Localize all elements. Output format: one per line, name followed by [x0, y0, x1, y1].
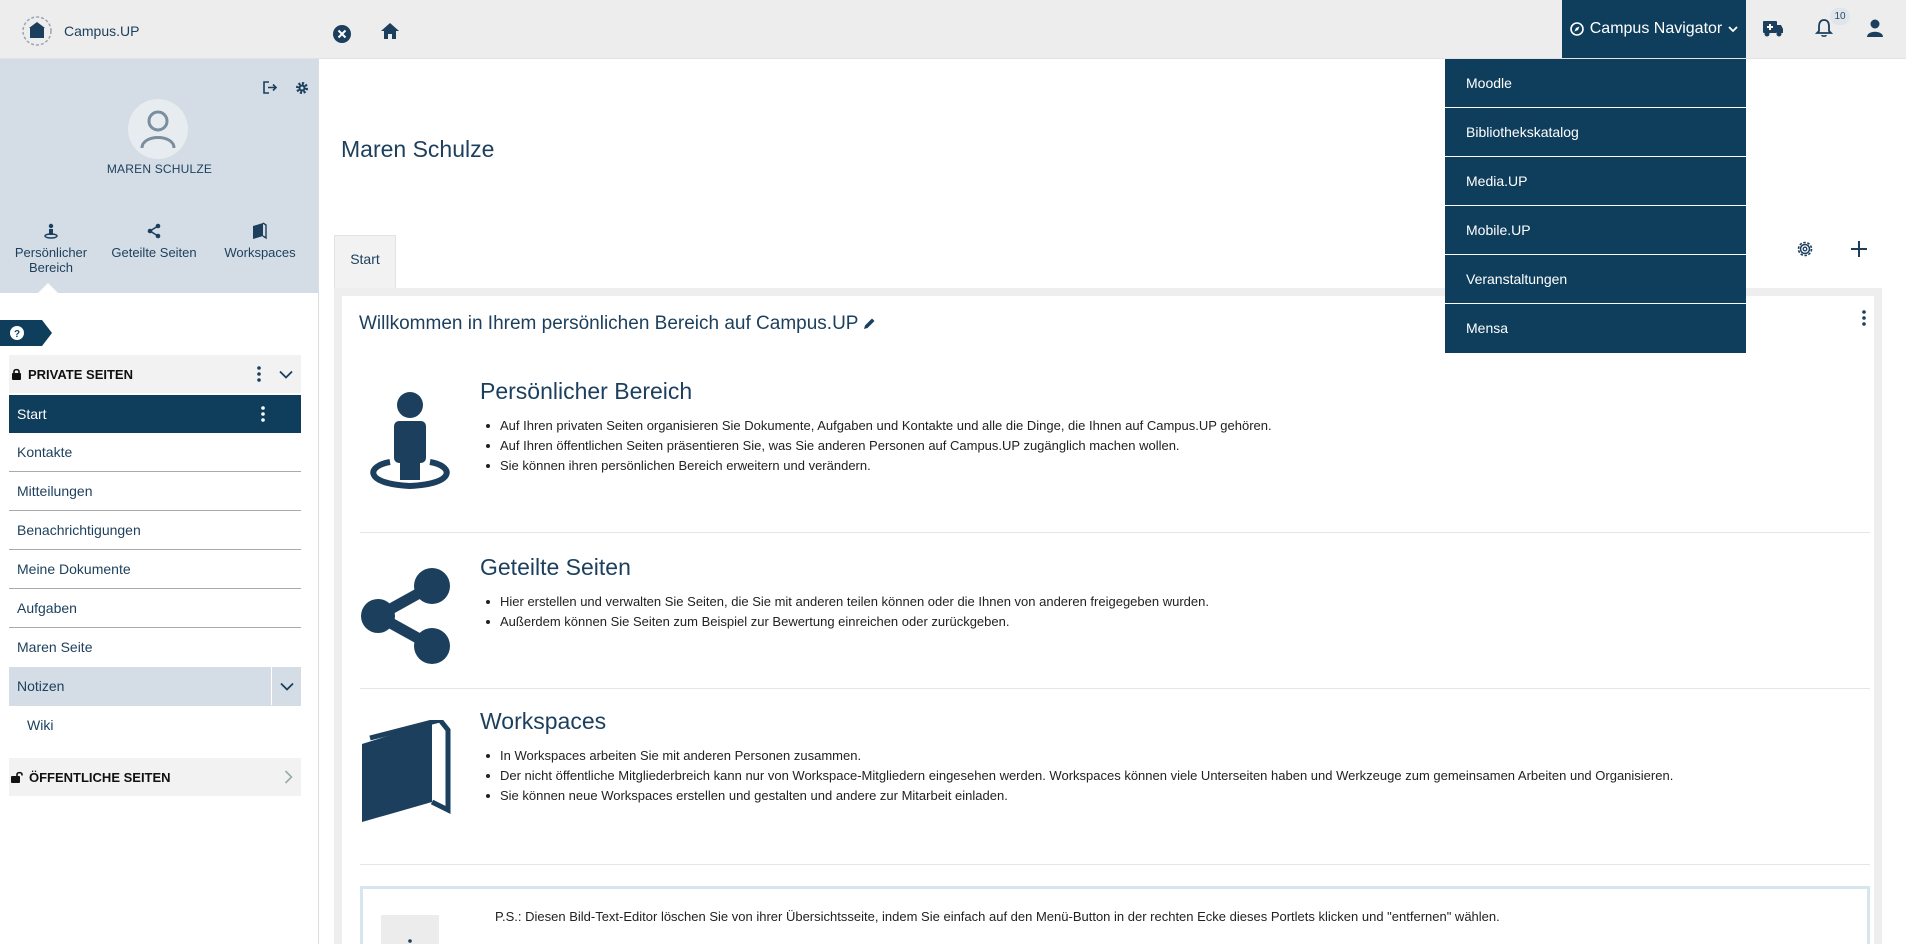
- gear-icon: [295, 81, 309, 95]
- page-title: Maren Schulze: [341, 136, 495, 162]
- profile-panel: [0, 59, 318, 293]
- section-heading: Persönlicher Bereich: [480, 378, 693, 404]
- bullet-item: Auf Ihren privaten Seiten organisieren Sie Dokumente, Aufgaben und Kontakte und alle die Dinge, die Ihnen auf Campus.UP gehören.: [480, 416, 1272, 436]
- sidebar-item-notizen[interactable]: [9, 667, 301, 706]
- sidebar-item-label: Start: [17, 406, 47, 422]
- campus-navigator-menu: [1445, 59, 1746, 353]
- divider: [360, 864, 1870, 865]
- campus-navigator-label: Campus Navigator: [1589, 20, 1723, 37]
- bullet-item: Außerdem können Sie Seiten zum Beispiel zur Bewertung einreichen oder zurückgeben.: [480, 612, 1209, 632]
- profile-settings-button[interactable]: [295, 81, 309, 95]
- gear-icon: [1796, 240, 1814, 258]
- sidebar-item-label: Maren Seite: [17, 639, 93, 655]
- campus-navigator-button[interactable]: [1562, 0, 1746, 58]
- editor-menu-button[interactable]: [381, 915, 439, 944]
- portlet-title-text: Willkommen in Ihrem persönlichen Bereich auf Campus.UP: [359, 313, 859, 334]
- add-tab-button[interactable]: [1850, 240, 1868, 258]
- divider: [360, 532, 1870, 533]
- public-pages-label: ÖFFENTLICHE SEITEN: [29, 769, 171, 785]
- expand-toggle[interactable]: [271, 667, 301, 705]
- section-geteilte-seiten: [360, 554, 1870, 654]
- tab-persoenlicher-bereich[interactable]: [8, 221, 94, 275]
- menu-item-moodle[interactable]: Moodle: [1445, 59, 1746, 108]
- sidebar-item-label: Aufgaben: [17, 600, 77, 616]
- private-pages-header[interactable]: [9, 355, 301, 393]
- section-heading: Workspaces: [480, 708, 607, 734]
- user-menu-button[interactable]: [1866, 18, 1884, 38]
- help-button[interactable]: [0, 320, 52, 346]
- lock-icon: [11, 368, 22, 380]
- sidebar-item-label: Mitteilungen: [17, 483, 93, 499]
- sidebar-item-mitteilungen[interactable]: [9, 472, 301, 511]
- tab-start[interactable]: Start: [334, 235, 396, 289]
- bullet-item: Sie können ihren persönlichen Bereich erweitern und verändern.: [480, 456, 1272, 476]
- campus-logo-icon: [20, 14, 54, 48]
- logout-icon: [263, 81, 278, 94]
- share-icon: [147, 223, 161, 239]
- ps-text: P.S.: Diesen Bild-Text-Editor löschen Sie von ihrer Übersichtsseite, indem Sie einfach auf den Menü-Button in der rechten Ecke dieses Portlets klicken und "entfernen" wählen.: [495, 909, 1500, 924]
- logo[interactable]: [20, 14, 139, 48]
- user-outline-icon: [138, 108, 178, 150]
- kebab-menu-icon[interactable]: [261, 406, 265, 422]
- tab-geteilte-seiten-label: Geteilte Seiten: [111, 245, 197, 260]
- plus-icon: [1850, 240, 1868, 258]
- top-bar: [0, 0, 1906, 59]
- logo-text: Campus.UP: [64, 23, 140, 39]
- public-pages-header[interactable]: [9, 758, 301, 796]
- sidebar-item-aufgaben[interactable]: [9, 589, 301, 628]
- kebab-menu-icon: [1862, 310, 1866, 326]
- sidebar-item-label: Meine Dokumente: [17, 561, 131, 577]
- menu-item-mensa[interactable]: Mensa: [1466, 320, 1509, 336]
- kebab-menu-icon[interactable]: [257, 366, 261, 382]
- sidebar-item-meine-dokumente[interactable]: [9, 550, 301, 589]
- section-heading: Geteilte Seiten: [480, 554, 631, 580]
- sidebar-item-label: Notizen: [17, 678, 65, 694]
- profile-name: MAREN SCHULZE: [106, 162, 213, 176]
- bullet-item: Hier erstellen und verwalten Sie Seiten, die Sie mit anderen teilen können oder die Ihnen von anderen freigegeben wurden.: [480, 592, 1209, 612]
- person-on-platform-icon: [44, 223, 58, 239]
- ambulance-icon: [1762, 18, 1784, 38]
- kebab-menu-icon: [408, 939, 412, 944]
- sidebar: [0, 59, 319, 944]
- menu-item-mobile-up[interactable]: Mobile.UP: [1445, 206, 1746, 255]
- sidebar-item-label: Benachrichtigungen: [17, 522, 141, 538]
- tab-workspaces-label: Workspaces: [224, 245, 296, 260]
- person-on-platform-icon: [360, 390, 460, 490]
- chevron-right-icon[interactable]: [284, 770, 293, 784]
- menu-item-bibliothekskatalog[interactable]: Bibliothekskatalog: [1445, 108, 1746, 157]
- user-icon: [1866, 18, 1884, 38]
- private-pages-list: [9, 395, 301, 745]
- logout-button[interactable]: [263, 81, 278, 94]
- sidebar-item-label: Kontakte: [17, 444, 73, 460]
- divider: [360, 688, 1870, 689]
- close-circle-icon: [332, 24, 352, 44]
- menu-item-veranstaltungen[interactable]: Veranstaltungen: [1445, 255, 1746, 304]
- sidebar-item-benachrichtigungen[interactable]: [9, 511, 301, 550]
- unlock-icon: [11, 771, 23, 783]
- sidebar-item-kontakte[interactable]: [9, 433, 301, 472]
- help-label: ?: [13, 329, 21, 340]
- bullet-item: In Workspaces arbeiten Sie mit anderen Personen zusammen.: [480, 746, 1673, 766]
- portlet-title: [359, 313, 876, 335]
- notification-count-badge: 10: [1830, 8, 1850, 25]
- chevron-down-icon: [280, 682, 294, 691]
- bullet-item: Auf Ihren öffentlichen Seiten präsentieren Sie, was Sie anderen Personen auf Campus.UP zugänglich machen wollen.: [480, 436, 1272, 456]
- home-button[interactable]: [380, 22, 400, 40]
- welcome-portlet: [334, 288, 1882, 944]
- menu-item-media-up[interactable]: Media.UP: [1445, 157, 1746, 206]
- emergency-button[interactable]: [1762, 18, 1784, 38]
- section-workspaces: [360, 708, 1870, 818]
- pencil-icon[interactable]: [862, 317, 876, 331]
- sidebar-item-wiki[interactable]: [9, 706, 301, 745]
- workspace-book-icon: [360, 720, 452, 824]
- share-icon: [360, 566, 452, 666]
- sidebar-item-maren-seite[interactable]: [9, 628, 301, 667]
- portlet-menu-button[interactable]: [1862, 310, 1866, 326]
- chevron-down-icon[interactable]: [279, 370, 293, 379]
- workspace-book-icon: [251, 222, 269, 240]
- bullet-item: Sie können neue Workspaces erstellen und gestalten und andere zur Mitarbeit einladen.: [480, 786, 1673, 806]
- page-settings-button[interactable]: [1796, 240, 1814, 258]
- private-pages-label: PRIVATE SEITEN: [28, 366, 133, 382]
- chevron-down-icon: [1728, 25, 1738, 33]
- close-button[interactable]: [332, 24, 352, 44]
- sidebar-item-label: Wiki: [27, 717, 54, 733]
- avatar[interactable]: [128, 99, 188, 159]
- section-persoenlicher-bereich: [360, 378, 1870, 478]
- section-bullets: [480, 416, 1272, 476]
- home-icon: [380, 22, 400, 40]
- compass-icon: [1570, 22, 1584, 36]
- sidebar-item-start[interactable]: [9, 395, 301, 433]
- tab-geteilte-seiten[interactable]: [108, 221, 200, 260]
- section-bullets: [480, 592, 1209, 632]
- tab-persoenlicher-bereich-label: Persönlicher Bereich: [14, 245, 88, 275]
- help-flag-icon: [0, 320, 52, 346]
- section-bullets: [480, 746, 1673, 806]
- bullet-item: Der nicht öffentliche Mitgliederbreich kann nur von Workspace-Mitgliedern eingesehen werden. Workspaces können viele Unterseiten haben und Werkzeuge zum gemeinsamen Arbeiten und Organisieren.: [480, 766, 1673, 786]
- image-text-editor: [360, 886, 1870, 944]
- active-tab-caret: [38, 283, 58, 293]
- tab-workspaces[interactable]: [218, 221, 302, 260]
